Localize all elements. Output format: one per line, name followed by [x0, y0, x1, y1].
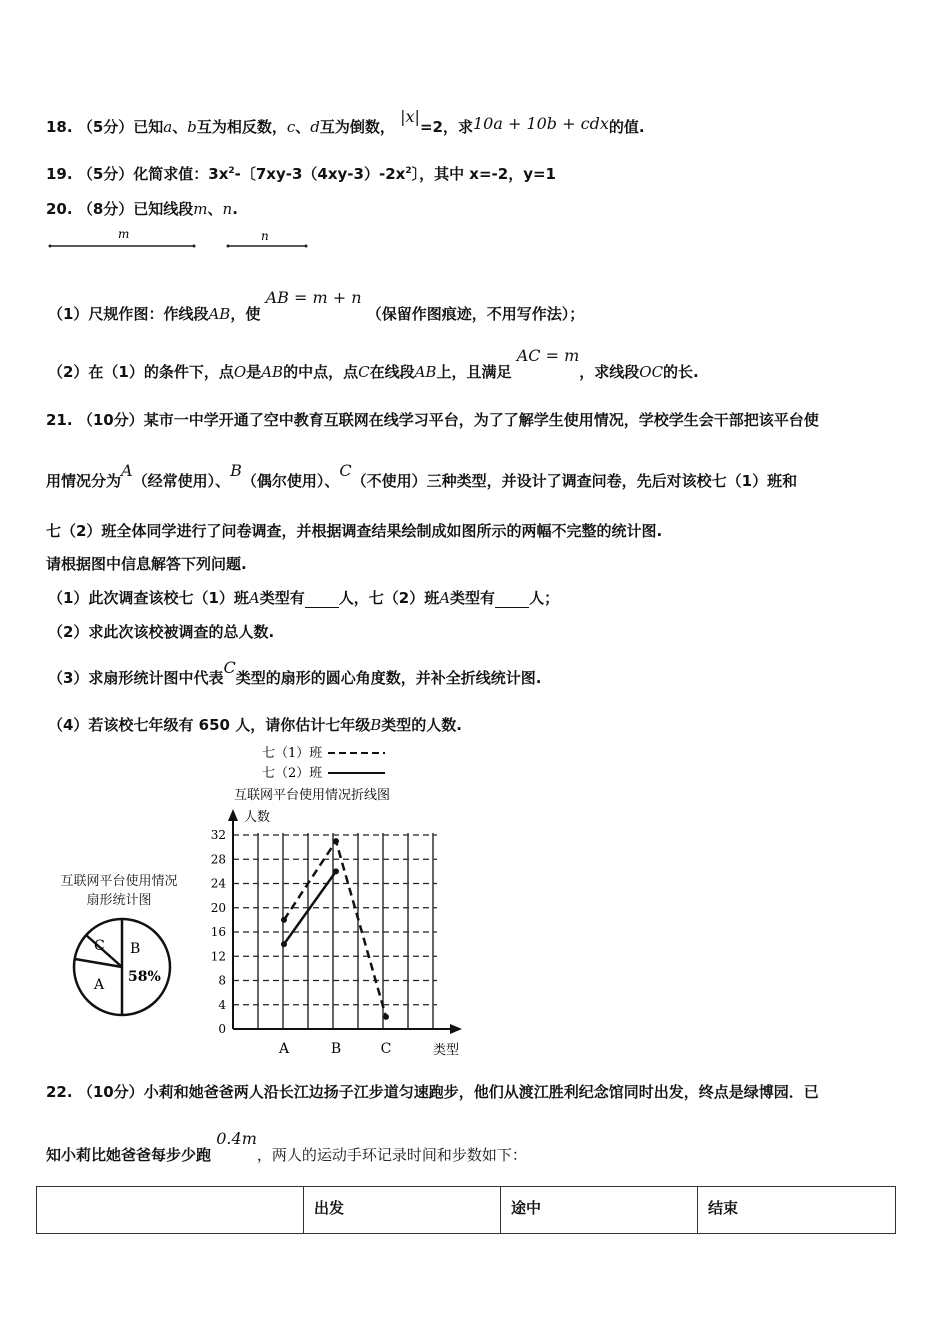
series-line-class-1: [284, 841, 386, 1017]
question-number: 19.: [46, 165, 73, 183]
data-point: [333, 838, 339, 844]
text: -〔7xy-3（4xy-3）-2x: [234, 165, 406, 183]
x-axis-label: 类型: [433, 1043, 460, 1058]
text: 类型有: [450, 589, 496, 607]
question-score: （10分）: [77, 1083, 144, 1101]
question-20-part-1: [48, 288, 585, 324]
var-c: c: [286, 118, 296, 136]
pie-title-line-1: 互联网平台使用情况: [60, 874, 178, 889]
pie-slice-c-label: C: [94, 938, 105, 954]
superscript: 2: [405, 166, 412, 176]
data-point: [281, 917, 287, 923]
y-tick-label: 0: [218, 1022, 226, 1036]
text: 某市一中学开通了空中教育互联网在线学习平台，为了了解学生使用情况，学校学生会干部把该平台使: [143, 411, 819, 429]
question-21-line-3: 七（2）班全体同学进行了问卷调查，并根据调查结果绘制成如图所示的两幅不完整的统计图.: [46, 522, 663, 540]
table-header-cell: 出发: [304, 1187, 501, 1234]
question-19: [46, 163, 556, 184]
question-21-sub-4: [48, 714, 462, 735]
text: 已知: [133, 118, 164, 136]
table-row: [37, 1187, 896, 1234]
legend-label-class-1: 七（1）班: [262, 746, 323, 761]
text: 用情况分为: [46, 472, 122, 490]
text: （3）求扇形统计图中代表: [48, 669, 224, 687]
var-ab: AB: [261, 363, 284, 381]
var-a: a: [163, 118, 173, 136]
answer-blank[interactable]: [305, 593, 339, 608]
pie-slice-b-percent: 58%: [128, 969, 161, 985]
text: 类型的扇形的圆心角度数，并补全折线统计图.: [235, 669, 542, 687]
pie-chart: [66, 915, 178, 1019]
data-point: [333, 868, 339, 874]
text: 在线段: [369, 363, 415, 381]
text: ，两人的运动手环记录时间和步数如下：: [256, 1146, 527, 1164]
answer-blank[interactable]: [495, 593, 529, 608]
question-21-sub-2: （2）求此次该校被调查的总人数.: [48, 623, 275, 641]
pie-slice-a-label: A: [94, 977, 105, 993]
text: 、: [207, 200, 223, 218]
question-21-line-2: [46, 461, 798, 491]
table-header-cell: 途中: [501, 1187, 698, 1234]
question-score: （8分）: [77, 200, 134, 218]
var-c: C: [223, 658, 236, 677]
pie-title-line-2: 扇形统计图: [86, 893, 152, 908]
segment-n-label: n: [261, 229, 269, 243]
text: 、: [172, 118, 188, 136]
text: ，求线段: [579, 363, 640, 381]
question-20: [46, 198, 238, 219]
y-tick-label: 24: [210, 876, 226, 891]
y-tick-label: 4: [218, 997, 226, 1012]
text: 的值.: [608, 118, 645, 136]
text: 互为倒数，: [319, 118, 395, 136]
segment-m-endpoint: [49, 245, 52, 248]
text: 人；: [529, 589, 560, 607]
table-header-cell: 结束: [698, 1187, 896, 1234]
var-c: C: [339, 461, 352, 480]
text: （经常使用）、: [132, 472, 231, 490]
segments-figure: [46, 226, 316, 256]
x-axis-arrow: [450, 1024, 462, 1034]
pie-slice-b-label: B: [130, 941, 141, 957]
segment-n-endpoint: [305, 245, 308, 248]
question-21-line-4: 请根据图中信息解答下列问题.: [46, 555, 247, 573]
y-axis-label: 人数: [244, 810, 271, 825]
text: （1）尺规作图：作线段: [48, 305, 209, 323]
segment-m-endpoint: [193, 245, 196, 248]
y-tick-label: 28: [210, 852, 226, 867]
superscript: 2: [228, 166, 235, 176]
text: 的长.: [663, 363, 699, 381]
text: ，使: [230, 305, 261, 323]
var-d: d: [310, 118, 320, 136]
text: 小莉和她爸爸两人沿长江边扬子江步道匀速跑步，他们从渡江胜利纪念馆同时出发，终点是绿博园．已: [143, 1083, 819, 1101]
legend-label-class-2: 七（2）班: [262, 766, 323, 781]
y-tick-label: 12: [210, 949, 226, 964]
chart-title: 互联网平台使用情况折线图: [234, 788, 391, 803]
question-22-line-2: [46, 1129, 527, 1165]
text: 化简求值：3x: [133, 165, 229, 183]
y-tick-label: 16: [210, 925, 226, 939]
question-number: 21.: [46, 411, 73, 429]
text: 类型有: [259, 589, 305, 607]
line-chart: [200, 742, 475, 1060]
text: （4）若该校七年级有 650 人，请你估计七年级: [48, 716, 371, 734]
text: 已知线段: [133, 200, 194, 218]
text: 的中点，点: [283, 363, 359, 381]
question-score: （10分）: [77, 411, 144, 429]
text: 人，七（2）班: [338, 589, 440, 607]
text: 、: [295, 118, 311, 136]
expression: AB = m + n: [265, 288, 362, 307]
expression: 10a + 10b + cdx: [472, 114, 609, 133]
text: （偶尔使用）、: [241, 472, 340, 490]
segment-m-label: m: [118, 227, 130, 241]
question-21-sub-3: [48, 658, 542, 688]
text: 知小莉比她爸爸每步少跑: [46, 1146, 212, 1164]
question-score: （5分）: [77, 118, 134, 136]
expression: AC = m: [516, 346, 580, 365]
x-tick-label: C: [380, 1041, 392, 1057]
table-header-cell: [37, 1187, 304, 1234]
data-point: [383, 1014, 389, 1020]
var-ab: AB: [414, 363, 437, 381]
expression: 0.4m: [216, 1129, 257, 1148]
question-number: 22.: [46, 1083, 73, 1101]
abs-x: |x|: [400, 107, 420, 126]
text: （保留作图痕迹，不用写作法）；: [366, 305, 585, 323]
var-ab: AB: [208, 305, 231, 323]
question-number: 20.: [46, 200, 73, 218]
var-b: B: [230, 461, 242, 480]
text: 上，且满足: [436, 363, 512, 381]
text: 互为相反数，: [196, 118, 287, 136]
y-tick-label: 32: [210, 828, 226, 842]
text: （不使用）三种类型，并设计了调查问卷，先后对该校七（1）班和: [351, 472, 798, 490]
var-c: C: [358, 363, 370, 381]
var-a: A: [121, 461, 133, 480]
pie-title: [46, 870, 192, 908]
x-tick-label: A: [278, 1041, 290, 1057]
chart-legend: [262, 746, 385, 781]
question-number: 18.: [46, 118, 73, 136]
question-22: [46, 1081, 819, 1102]
question-21-sub-1: [48, 587, 559, 608]
text: .: [232, 200, 238, 218]
question-score: （5分）: [77, 165, 134, 183]
var-oc: OC: [639, 363, 664, 381]
var-a: A: [248, 589, 260, 607]
y-tick-label: 8: [218, 973, 226, 988]
y-tick-label: 20: [210, 900, 226, 915]
x-tick-label: B: [330, 1041, 342, 1057]
text: （1）此次调查该校七（1）班: [48, 589, 249, 607]
steps-table: [36, 1186, 896, 1234]
question-20-part-2: [48, 346, 699, 382]
var-o: O: [233, 363, 247, 381]
data-point: [281, 941, 287, 947]
text: 〕，其中 x=-2，y=1: [411, 165, 556, 183]
question-18: [46, 107, 645, 137]
text: （2）在（1）的条件下，点: [48, 363, 234, 381]
y-axis-arrow: [228, 809, 238, 821]
text: =2，求: [419, 118, 473, 136]
text: 是: [246, 363, 262, 381]
text: 类型的人数.: [381, 716, 462, 734]
var-m: m: [193, 200, 208, 218]
var-n: n: [222, 200, 233, 218]
question-21: [46, 409, 819, 430]
segment-n-endpoint: [227, 245, 230, 248]
var-b: B: [370, 716, 382, 734]
var-a: A: [439, 589, 451, 607]
var-b: b: [187, 118, 197, 136]
